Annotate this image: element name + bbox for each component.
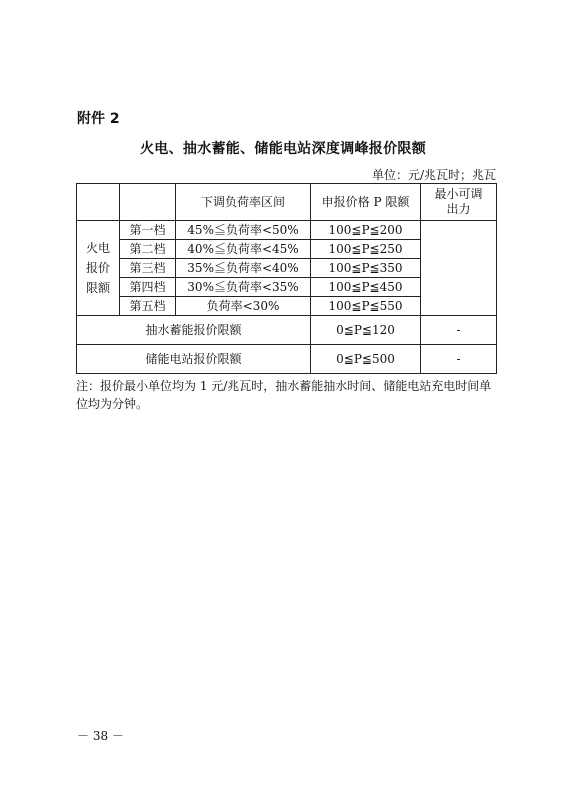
tier-load-range: 30%≦负荷率<35%: [176, 278, 311, 297]
tier-load-range: 35%≦负荷率<40%: [176, 259, 311, 278]
page-number: － 38 －: [77, 729, 124, 743]
header-blank-cell: [77, 184, 120, 221]
price-limit-table: [76, 183, 497, 374]
tier-load-range: 40%≦负荷率<45%: [176, 240, 311, 259]
pumped-storage-price: 0≦P≦120: [311, 316, 421, 345]
document-title: 火电、抽水蓄能、储能电站深度调峰报价限额: [140, 141, 426, 157]
tier-load-range: 45%≦负荷率<50%: [176, 221, 311, 240]
tier-price: 100≦P≦350: [311, 259, 421, 278]
energy-storage-price: 0≦P≦500: [311, 345, 421, 374]
pumped-storage-min-output: -: [421, 316, 497, 345]
tier-label: 第二档: [120, 240, 176, 259]
thermal-group-cell: [77, 221, 120, 316]
tier-label: 第一档: [120, 221, 176, 240]
table-header-row: [77, 184, 497, 221]
header-blank-cell: [120, 184, 176, 221]
tier-price: 100≦P≦550: [311, 297, 421, 316]
pumped-storage-label: 抽水蓄能报价限额: [77, 316, 311, 345]
table-note: 注：报价最小单位均为 1 元/兆瓦时，抽水蓄能抽水时间、储能电站充电时间单位均为分钟。: [76, 379, 492, 411]
header-min-output-text: 最小可调出力: [434, 187, 483, 216]
tier-label: 第三档: [120, 259, 176, 278]
table-row: [77, 345, 497, 374]
energy-storage-min-output: -: [421, 345, 497, 374]
attachment-label: 附件 2: [77, 111, 120, 127]
tier-load-range: 负荷率<30%: [176, 297, 311, 316]
unit-note: 单位：元/兆瓦时；兆瓦: [371, 168, 496, 182]
tier-label: 第五档: [120, 297, 176, 316]
thermal-group-label: 火电报价限额: [85, 241, 110, 295]
tier-price: 100≦P≦450: [311, 278, 421, 297]
tier-label: 第四档: [120, 278, 176, 297]
tier-price: 100≦P≦250: [311, 240, 421, 259]
tier-min-output-cell: [421, 221, 497, 316]
energy-storage-label: 储能电站报价限额: [77, 345, 311, 374]
table-row: [77, 221, 497, 240]
table-row: [77, 316, 497, 345]
tier-price: 100≦P≦200: [311, 221, 421, 240]
header-min-output: [421, 184, 497, 221]
header-load-range: 下调负荷率区间: [176, 184, 311, 221]
header-price-limit: 申报价格 P 限额: [311, 184, 421, 221]
